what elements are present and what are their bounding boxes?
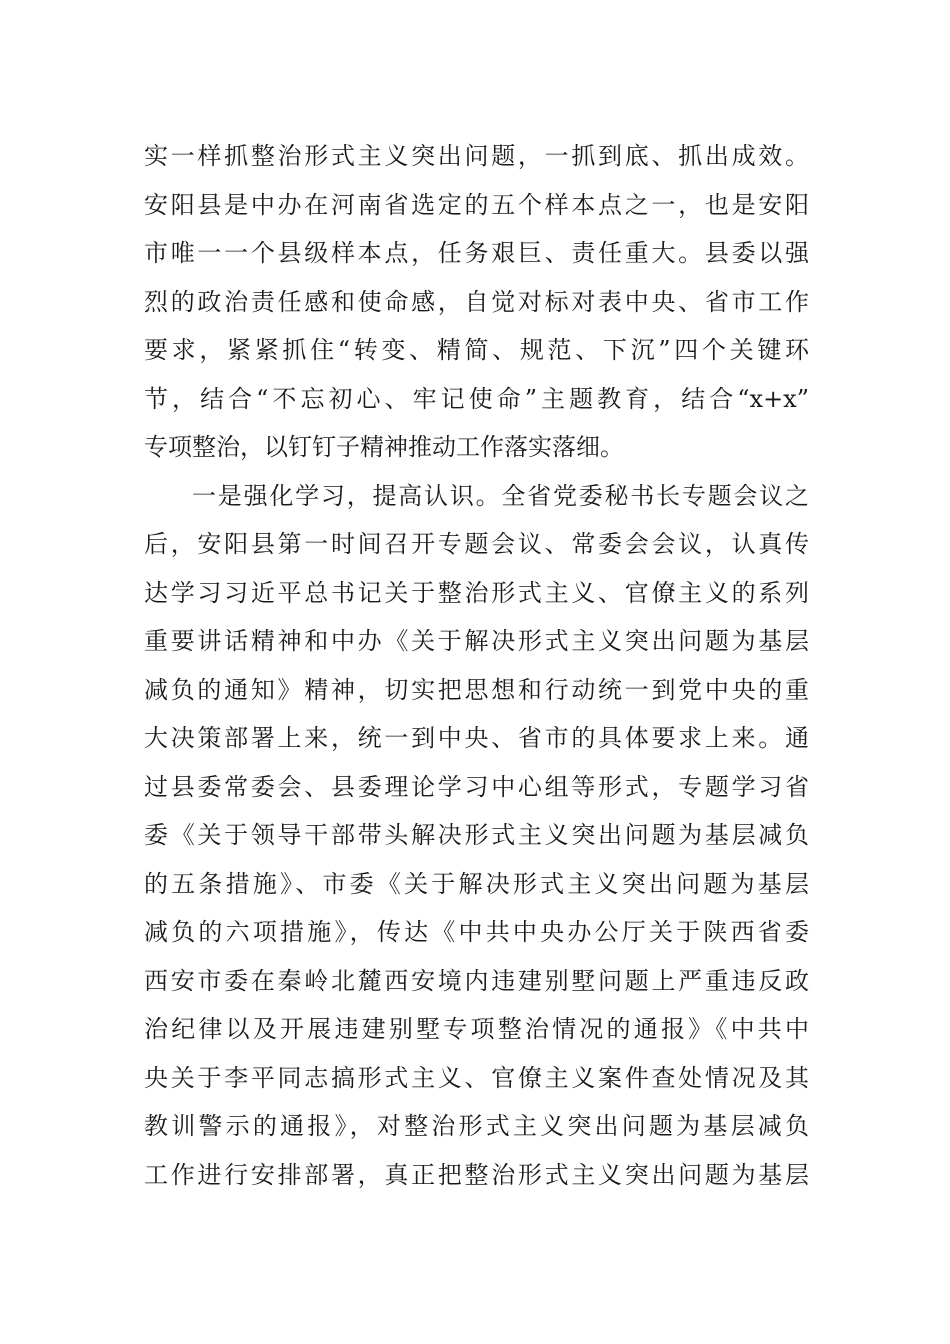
text-line: 的五条措施》、市委《关于解决形式主义突出问题为基层 bbox=[144, 869, 809, 898]
text-line: 要求，紧紧抓住“转变、精简、规范、下沉”四个关键环 bbox=[144, 336, 809, 364]
text-line: 过县委常委会、县委理论学习中心组等形式，专题学习省 bbox=[144, 772, 809, 801]
text-line: 治纪律以及开展违建别墅专项整治情况的通报》《中共中 bbox=[144, 1015, 809, 1043]
text-line: 委《关于领导干部带头解决形式主义突出问题为基层减负 bbox=[144, 821, 809, 849]
text-line: 节，结合“不忘初心、牢记使命”主题教育，结合“x+x” bbox=[144, 384, 809, 413]
text-line: 安阳县是中办在河南省选定的五个样本点之一，也是安阳 bbox=[144, 190, 809, 219]
text-line: 实一样抓整治形式主义突出问题，一抓到底、抓出成效。 bbox=[144, 142, 809, 170]
text-line: 工作进行安排部署，真正把整治形式主义突出问题为基层 bbox=[144, 1160, 809, 1189]
text-line: 专项整治，以钉钉子精神推动工作落实落细。 bbox=[144, 433, 624, 461]
text-line: 教训警示的通报》，对整治形式主义突出问题为基层减负 bbox=[144, 1112, 809, 1140]
paragraph-1 bbox=[144, 132, 809, 472]
text-line: 重要讲话精神和中办《关于解决形式主义突出问题为基层 bbox=[144, 627, 809, 655]
text-line: 达学习习近平总书记关于整治形式主义、官僚主义的系列 bbox=[144, 578, 809, 607]
text-line: 减负的通知》精神，切实把思想和行动统一到党中央的重 bbox=[144, 675, 809, 704]
text-line: 一是强化学习，提高认识。全省党委秘书长专题会议之 bbox=[192, 481, 809, 510]
text-line: 市唯一一个县级样本点，任务艰巨、责任重大。县委以强 bbox=[144, 239, 809, 267]
text-line: 大决策部署上来，统一到中央、省市的具体要求上来。通 bbox=[144, 724, 809, 752]
paragraph-2 bbox=[144, 472, 809, 1200]
text-line: 烈的政治责任感和使命感，自觉对标对表中央、省市工作 bbox=[144, 287, 809, 316]
text-line: 央关于李平同志搞形式主义、官僚主义案件查处情况及其 bbox=[144, 1063, 809, 1092]
text-line: 西安市委在秦岭北麓西安境内违建别墅问题上严重违反政 bbox=[144, 966, 809, 995]
text-line: 后，安阳县第一时间召开专题会议、常委会会议，认真传 bbox=[144, 530, 809, 558]
text-line: 减负的六项措施》，传达《中共中央办公厅关于陕西省委 bbox=[144, 918, 809, 946]
body-text bbox=[144, 132, 809, 1199]
